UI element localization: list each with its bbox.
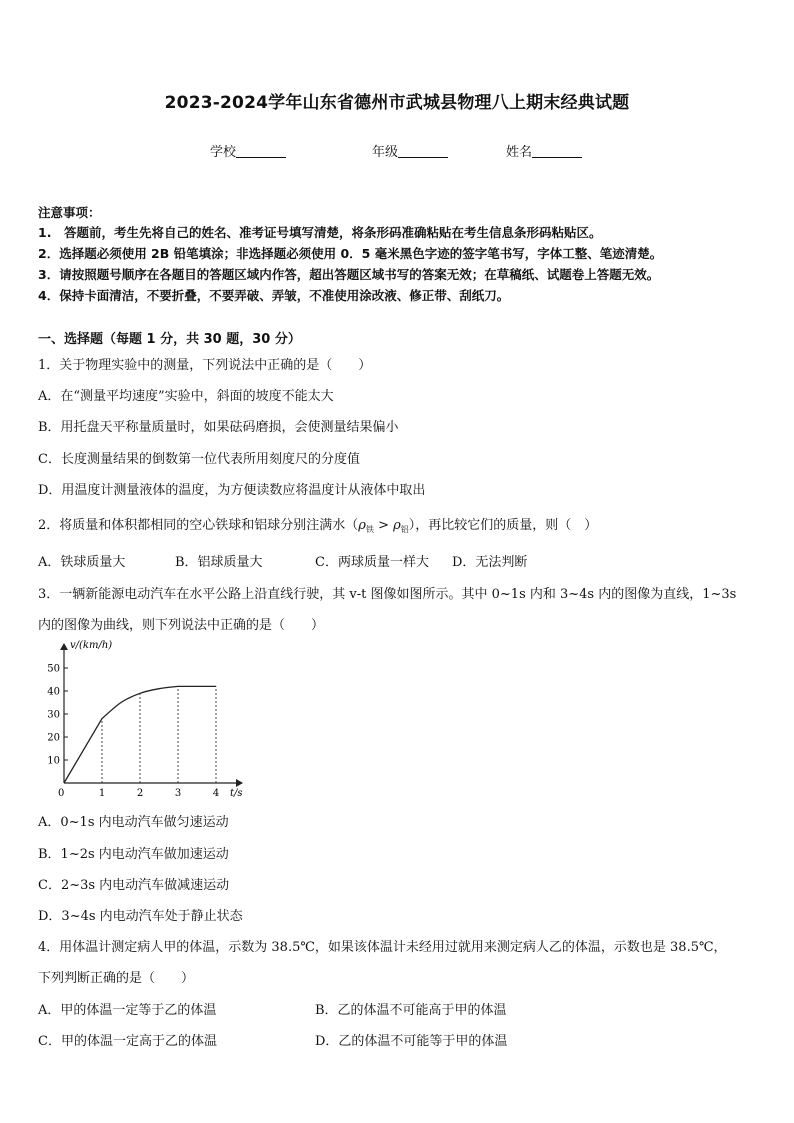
rho-symbol-1: ρ xyxy=(358,518,366,533)
question-2-stem-after: ），再比较它们的质量，则（ ） xyxy=(408,518,598,533)
x-tick-label: 1 xyxy=(98,788,106,799)
question-2-option-d: D．无法判断 xyxy=(452,555,528,570)
notice-item-3: 3．请按照题号顺序在各题目的答题区域内作答，超出答题区域书写的答案无效；在草稿纸、试题卷上答题无效。 xyxy=(38,267,660,282)
y-tick-label: 20 xyxy=(47,732,60,744)
section-heading: 一、选择题（每题 1 分，共 30 题，30 分） xyxy=(38,332,301,347)
question-2-option-a: A．铁球质量大 xyxy=(38,555,126,570)
question-1-stem: 1．关于物理实验中的测量，下列说法中正确的是（ ） xyxy=(38,358,372,373)
name-blank xyxy=(532,144,582,158)
grade-label: 年级 xyxy=(372,145,399,160)
x-ticks xyxy=(99,788,219,799)
y-tick-label: 10 xyxy=(47,755,60,767)
page-title: 2023-2024学年山东省德州市武城县物理八上期末经典试题 xyxy=(164,93,630,113)
origin-label: 0 xyxy=(58,788,65,799)
question-4-option-a: A．甲的体温一定等于乙的体温 xyxy=(38,1003,217,1018)
question-2-stem-before: 2．将质量和体积都相同的空心铁球和铝球分别注满水（ xyxy=(38,518,359,533)
question-3-option-c: C．2~3s 内电动汽车做减速运动 xyxy=(38,878,230,893)
rho-iron xyxy=(358,518,374,533)
question-2-option-b: B．铝球质量大 xyxy=(175,555,263,570)
notice-item-4: 4．保持卡面清洁，不要折叠，不要弄破、弄皱，不准使用涂改液、修正带、刮纸刀。 xyxy=(38,288,510,303)
al-subscript: 铝 xyxy=(400,525,409,534)
name-field xyxy=(506,141,582,160)
y-tick-label: 50 xyxy=(47,663,60,675)
grade-blank xyxy=(398,144,448,158)
x-tick-label: 2 xyxy=(136,788,144,799)
y-ticks xyxy=(47,664,68,767)
x-axis-label: t/s xyxy=(230,788,243,799)
question-1-option-c: C．长度测量结果的倒数第一位代表所用刻度尺的分度值 xyxy=(38,452,360,467)
y-tick-label: 30 xyxy=(47,709,60,721)
question-4-option-c: C．甲的体温一定高于乙的体温 xyxy=(38,1034,217,1049)
iron-subscript: 铁 xyxy=(365,525,374,534)
x-tick-label: 4 xyxy=(212,788,220,799)
question-1-option-d: D．用温度计测量液体的温度，为方便读数应将温度计从液体中取出 xyxy=(38,483,426,498)
question-3-option-d: D．3~4s 内电动汽车处于静止状态 xyxy=(38,909,243,924)
question-4-stem-line-2: 下列判断正确的是（ ） xyxy=(38,971,195,986)
question-3-option-b: B．1~2s 内电动汽车做加速运动 xyxy=(38,847,229,862)
question-3-stem-line-1: 3．一辆新能源电动汽车在水平公路上沿直线行驶，其 v-t 图像如图所示。其中 0~1s 内和 3~4s 内的图像为直线，1~3s xyxy=(38,587,737,602)
rho-al xyxy=(393,518,409,533)
question-4-option-b: B．乙的体温不可能高于甲的体温 xyxy=(315,1003,507,1018)
notice-item-1: 1. 答题前，考生先将自己的姓名、准考证号填写清楚，将条形码准确粘贴在考生信息条形码粘贴区。 xyxy=(38,225,602,240)
question-1-option-a: A．在“测量平均速度”实验中，斜面的坡度不能太大 xyxy=(38,389,334,404)
question-3-stem-line-2: 内的图像为曲线，则下列说法中正确的是（ ） xyxy=(38,618,325,633)
question-2-stem xyxy=(38,514,597,535)
question-4-stem-line-1: 4．用体温计测定病人甲的体温，示数为 38.5℃，如果该体温计未经用过就用来测定病人乙的体温，示数也是 38.5℃， xyxy=(38,940,727,955)
grade-field xyxy=(372,141,448,160)
question-2-option-c: C．两球质量一样大 xyxy=(315,555,429,570)
school-label: 学校 xyxy=(210,145,237,160)
question-3-option-a: A．0~1s 内电动汽车做匀速运动 xyxy=(38,815,229,830)
question-4-option-d: D．乙的体温不可能等于甲的体温 xyxy=(315,1034,508,1049)
question-1-option-b: B．用托盘天平称量质量时，如果砝码磨损，会使测量结果偏小 xyxy=(38,420,399,435)
y-axis-label: v/(km/h) xyxy=(70,640,113,651)
notice-item-2: 2．选择题必须使用 2B 铅笔填涂；非选择题必须使用 0．5 毫米黑色字迹的签字笔书写，字体工整、笔迹清楚。 xyxy=(38,246,663,261)
notice-heading: 注意事项： xyxy=(38,205,101,220)
school-field xyxy=(210,141,286,160)
rho-symbol-2: ρ xyxy=(393,518,401,533)
x-tick-label: 3 xyxy=(174,788,182,799)
vt-chart xyxy=(30,636,260,802)
dashed-guides xyxy=(102,686,216,783)
y-tick-label: 40 xyxy=(47,686,60,698)
name-label: 姓名 xyxy=(506,145,533,160)
school-blank xyxy=(236,144,286,158)
greater-than: > xyxy=(373,518,394,533)
